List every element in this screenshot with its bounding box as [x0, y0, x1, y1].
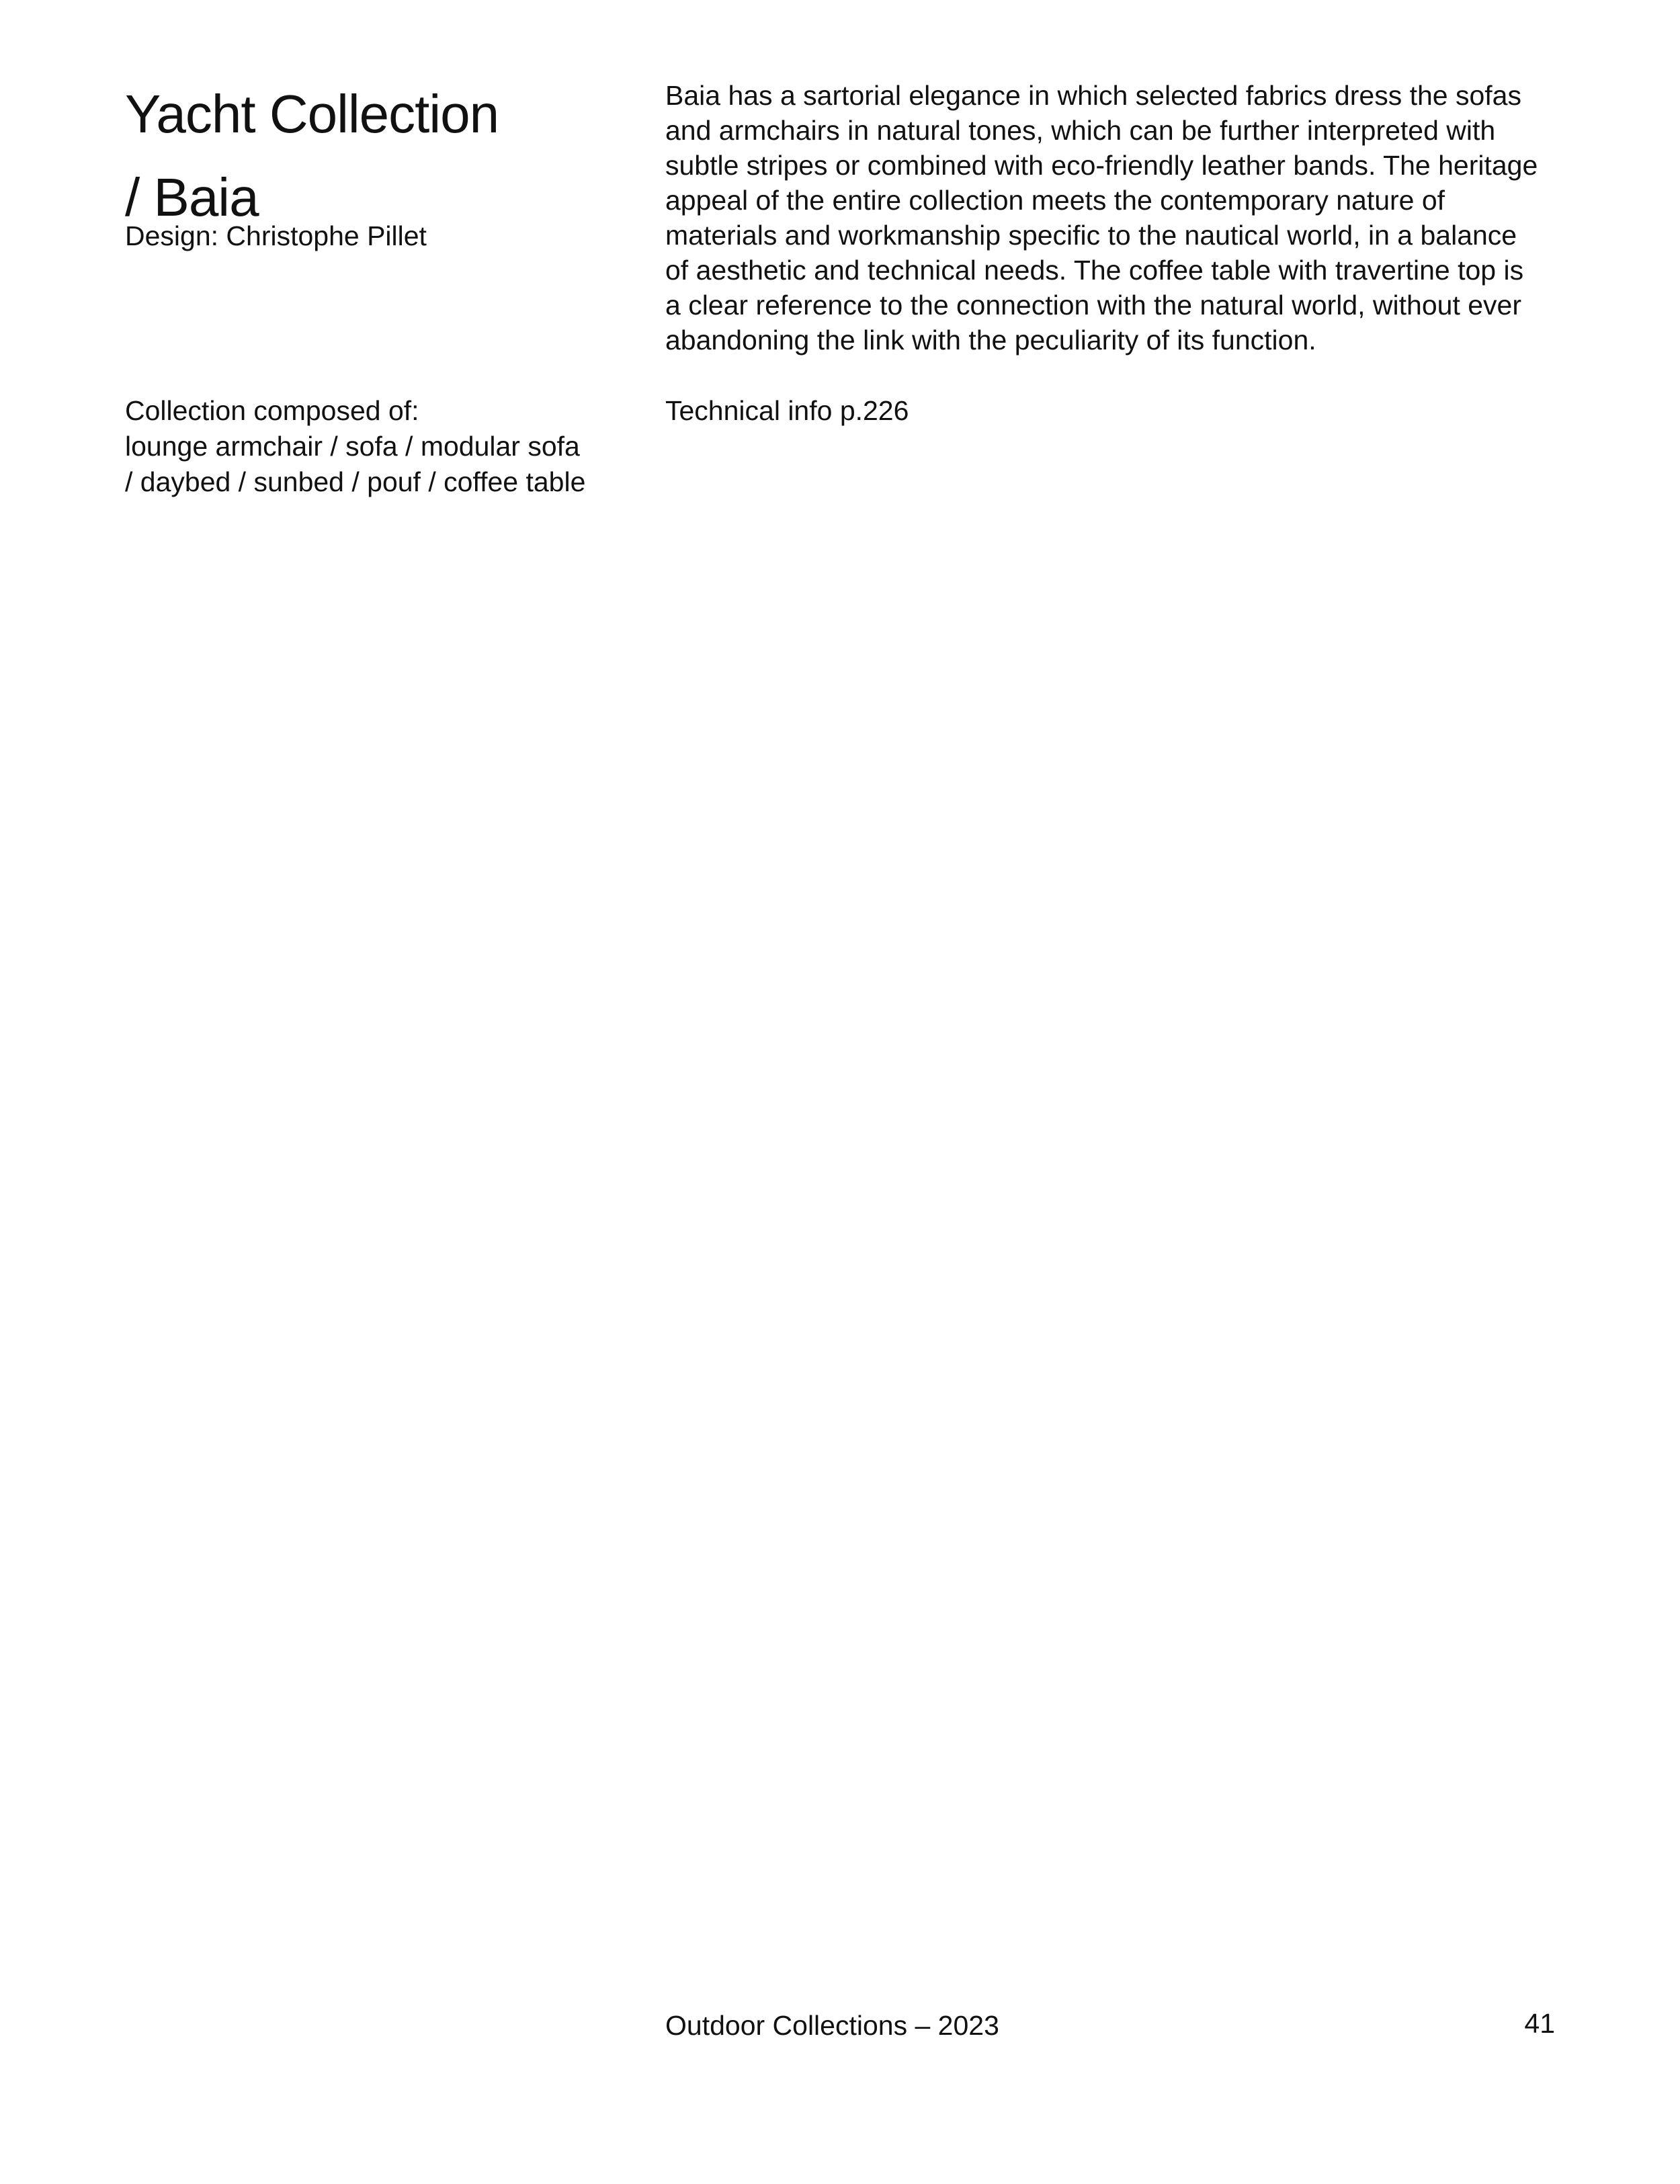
description-paragraph: [665, 78, 1566, 358]
description-line: and armchairs in natural tones, which can be further interpreted with: [665, 115, 1496, 146]
page-title: [125, 73, 636, 239]
title-line: / Baia: [125, 167, 259, 227]
description-line: of aesthetic and technical needs. The coffee table with travertine top is: [665, 255, 1524, 286]
composition-line: / daybed / sunbed / pouf / coffee table: [125, 466, 586, 497]
title-line: Yacht Collection: [125, 84, 499, 144]
technical-info-reference: Technical info p.226: [665, 395, 909, 426]
description-line: appeal of the entire collection meets the contemporary nature of: [665, 185, 1445, 216]
footer-publication-title: Outdoor Collections – 2023: [665, 2010, 999, 2041]
designer-credit: Design: Christophe Pillet: [125, 220, 427, 251]
collection-composition: [125, 393, 585, 500]
description-line: materials and workmanship specific to the nautical world, in a balance: [665, 220, 1517, 251]
description-line: Baia has a sartorial elegance in which selected fabrics dress the sofas: [665, 80, 1521, 111]
description-line: abandoning the link with the peculiarity of its function.: [665, 325, 1316, 355]
composition-line: Collection composed of:: [125, 395, 419, 426]
composition-line: lounge armchair / sofa / modular sofa: [125, 431, 580, 462]
page-number: 41: [1524, 2008, 1555, 2039]
description-line: subtle stripes or combined with eco-friendly leather bands. The heritage: [665, 150, 1538, 181]
description-line: a clear reference to the connection with the natural world, without ever: [665, 290, 1521, 321]
